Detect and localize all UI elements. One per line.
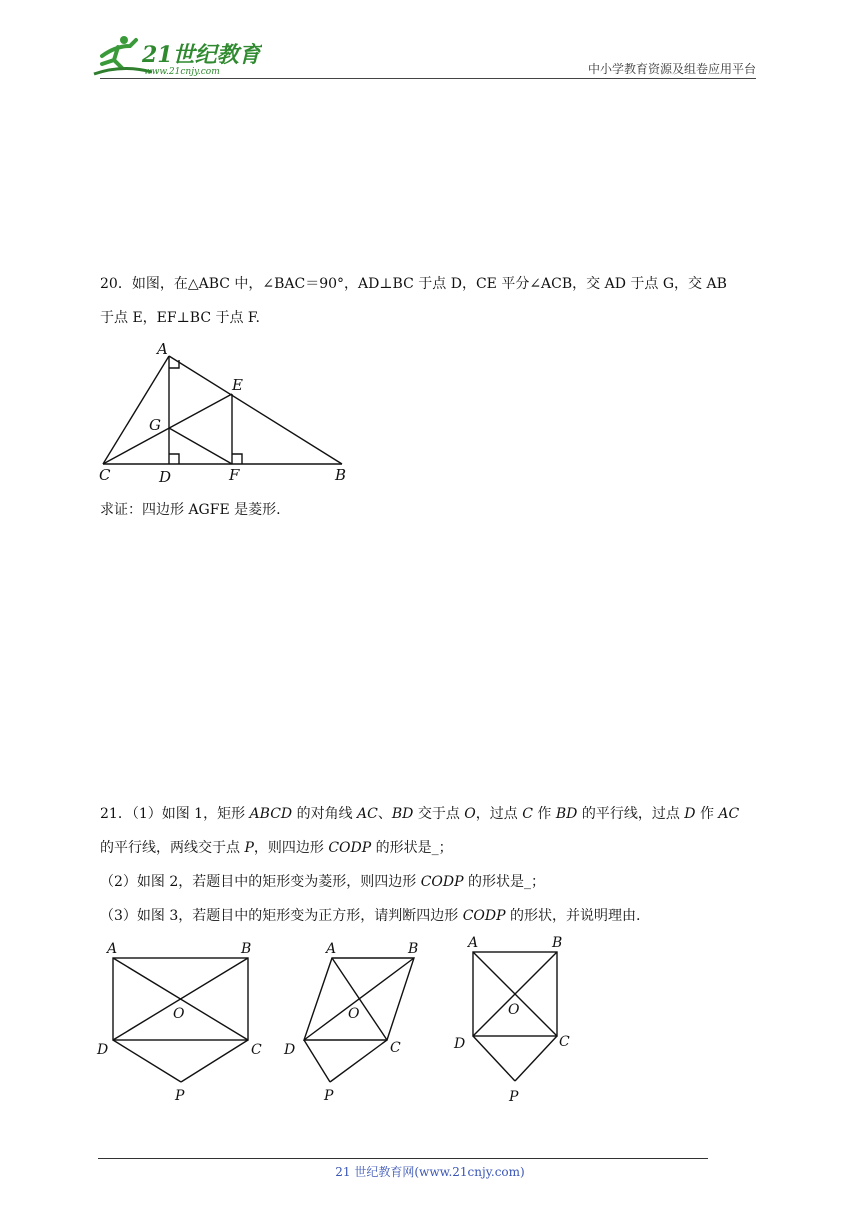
q21-l1-text-4: 交于点: [413, 806, 465, 822]
platform-name: 中小学教育资源及组卷应用平台: [587, 62, 756, 76]
fig3-label-O: O: [508, 1002, 520, 1018]
q21-l4-text-2: 的形状，并说明理由.: [505, 908, 641, 924]
fig2-label-C: C: [390, 1040, 401, 1056]
q21-l1-bd-2: BD: [555, 806, 578, 822]
q20-triangle-figure: [95, 338, 355, 486]
label-E: E: [232, 376, 243, 394]
fig1-label-D: D: [97, 1042, 109, 1058]
header-divider: [100, 78, 756, 79]
label-C: C: [99, 466, 111, 484]
q21-l1-text-6: 作: [532, 806, 556, 822]
q21-l2-codp: CODP: [328, 840, 372, 856]
q21-l1-bd: BD: [391, 806, 414, 822]
q21-l1-text-3: 、: [377, 806, 392, 822]
q21-l2-text-1: 的平行线，两线交于点: [100, 840, 245, 856]
fig1-label-B: B: [241, 941, 252, 957]
q21-l1-o: O: [464, 806, 476, 822]
label-F: F: [229, 466, 240, 484]
q21-line-2: [100, 838, 453, 858]
q21-l3-text-2: 的形状是_；: [463, 874, 546, 890]
q21-l2-p: P: [244, 840, 254, 856]
q21-l1-c: C: [522, 806, 533, 822]
site-logo: [92, 34, 262, 78]
fig2-label-D: D: [284, 1042, 296, 1058]
fig2-label-B: B: [408, 941, 419, 957]
label-B: B: [335, 466, 347, 484]
label-A: A: [157, 340, 168, 358]
fig3-label-P: P: [509, 1089, 519, 1105]
logo-main-text: 21世纪教育: [142, 42, 261, 68]
fig3-label-C: C: [559, 1034, 570, 1050]
q21-l1-text-5: ，过点: [475, 806, 523, 822]
q21-l1-ac: AC: [357, 806, 378, 822]
q21-l2-text-3: 的形状是_；: [371, 840, 453, 856]
fig2-label-P: P: [324, 1088, 334, 1104]
q21-figure-1-rectangle: [95, 936, 270, 1108]
q21-l1-d: D: [684, 806, 696, 822]
q21-l2-text-2: ，则四边形: [253, 840, 329, 856]
label-D: D: [159, 468, 172, 486]
fig3-label-A: A: [468, 935, 479, 951]
q21-figure-2-rhombus: [280, 936, 430, 1108]
q21-l1-text-1: 21．（1）如图 1，矩形: [100, 806, 250, 822]
q20-prove: 求证：四边形 AGFE 是菱形.: [100, 502, 281, 518]
q20-line-1: 20．如图，在△ABC 中，∠BAC＝90°，AD⊥BC 于点 D，CE 平分∠ACB，交 AD 于点 G，交 AB: [100, 276, 727, 292]
q21-l3-codp: CODP: [420, 874, 464, 890]
q21-l1-text-8: 作: [695, 806, 719, 822]
q21-l1-text-2: 的对角线: [292, 806, 358, 822]
q21-l4-codp: CODP: [462, 908, 506, 924]
q21-l4-text-1: （3）如图 3，若题目中的矩形变为正方形，请判断四边形: [100, 908, 463, 924]
q21-l1-ac-2: AC: [718, 806, 740, 822]
q21-line-1: [100, 804, 739, 824]
q21-figure-3-square: [450, 934, 585, 1110]
fig1-label-P: P: [175, 1088, 185, 1104]
q21-l1-abcd: ABCD: [249, 806, 293, 822]
fig1-label-A: A: [107, 941, 118, 957]
q21-line-3: [100, 872, 545, 892]
footer-divider: [98, 1158, 708, 1159]
footer-link[interactable]: 21 世纪教育网(www.21cnjy.com): [335, 1165, 525, 1179]
q21-l3-text-1: （2）如图 2，若题目中的矩形变为菱形，则四边形: [100, 874, 421, 890]
page-header: [0, 0, 860, 90]
logo-sub-text: www.21cnjy.com: [144, 67, 220, 77]
q21-l1-text-7: 的平行线，过点: [577, 806, 685, 822]
fig1-label-O: O: [173, 1006, 185, 1022]
q21-line-4: [100, 906, 640, 926]
fig2-label-O: O: [348, 1006, 360, 1022]
fig3-label-D: D: [454, 1036, 466, 1052]
q20-line-2: 于点 E，EF⊥BC 于点 F.: [100, 310, 260, 326]
fig1-label-C: C: [251, 1042, 262, 1058]
label-G: G: [149, 416, 161, 434]
fig2-label-A: A: [326, 941, 337, 957]
fig3-label-B: B: [552, 935, 563, 951]
